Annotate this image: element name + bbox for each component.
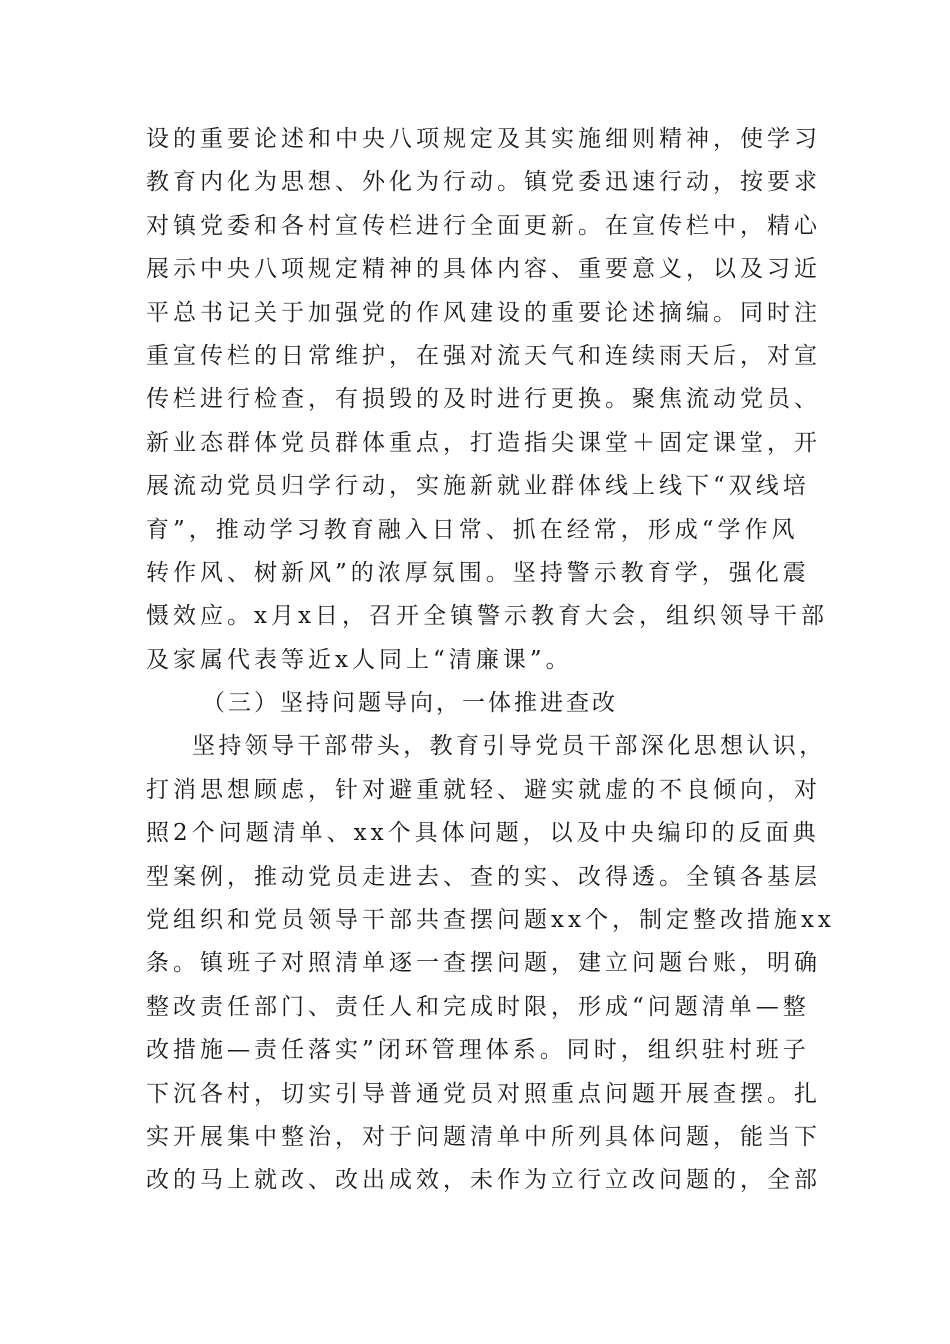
text-line: 设的重要论述和中央八项规定及其实施细则精神，使学习 <box>146 126 821 152</box>
text-line: 展示中央八项规定精神的具体内容、重要意义，以及习近 <box>146 256 821 283</box>
text-line: 型案例，推动党员走进去、查的实、改得透。全镇各基层 <box>146 863 821 890</box>
text-line: 党组织和党员领导干部共查摆问题xx个，制定整改措施xx <box>146 907 835 934</box>
text-line: 展流动党员归学行动，实施新就业群体线上线下“双线培 <box>146 473 810 500</box>
text-line: 照2个问题清单、xx个具体问题，以及中央编印的反面典 <box>146 820 820 847</box>
text-line: 平总书记关于加强党的作风建设的重要论述摘编。同时注 <box>146 299 821 326</box>
text-line: 实开展集中整治，对于问题清单中所列具体问题，能当下 <box>146 1123 821 1150</box>
text-line: 整改责任部门、责任人和完成时限，形成“问题清单—整 <box>146 993 810 1020</box>
text-line: 慑效应。x月x日，召开全镇警示教育大会，组织领导干部 <box>146 603 828 630</box>
text-line: 及家属代表等近x人同上“清廉课”。 <box>146 646 573 673</box>
text-line: 打消思想顾虑，针对避重就轻、避实就虚的不良倾向，对 <box>146 776 821 803</box>
text-line: 转作风、树新风”的浓厚氛围。坚持警示教育学，强化震 <box>146 559 810 586</box>
text-line: 改的马上就改、改出成效，未作为立行立改问题的，全部 <box>146 1167 821 1194</box>
text-line: 重宣传栏的日常维护，在强对流天气和连续雨天后，对宣 <box>146 342 821 369</box>
text-line: 改措施—责任落实”闭环管理体系。同时，组织驻村班子 <box>146 1037 810 1064</box>
text-line: 教育内化为思想、外化为行动。镇党委迅速行动，按要求 <box>146 169 821 196</box>
text-line: 育”，推动学习教育融入日常、抓在经常，形成“学作风 <box>146 516 799 543</box>
text-line: 条。镇班子对照清单逐一查摆问题，建立问题台账，明确 <box>146 950 821 977</box>
section-heading: （三）坚持问题导向，一体推进查改 <box>202 690 618 717</box>
document-body <box>146 118 846 1203</box>
text-line: 坚持领导干部带头，教育引导党员干部深化思想认识， <box>192 733 826 760</box>
text-line: 新业态群体党员群体重点，打造指尖课堂＋固定课堂，开 <box>146 429 821 456</box>
text-line: 对镇党委和各村宣传栏进行全面更新。在宣传栏中，精心 <box>146 212 821 239</box>
text-line: 下沉各村，切实引导普通党员对照重点问题开展查摆。扎 <box>146 1080 821 1107</box>
text-line: 传栏进行检查，有损毁的及时进行更换。聚焦流动党员、 <box>146 386 821 413</box>
